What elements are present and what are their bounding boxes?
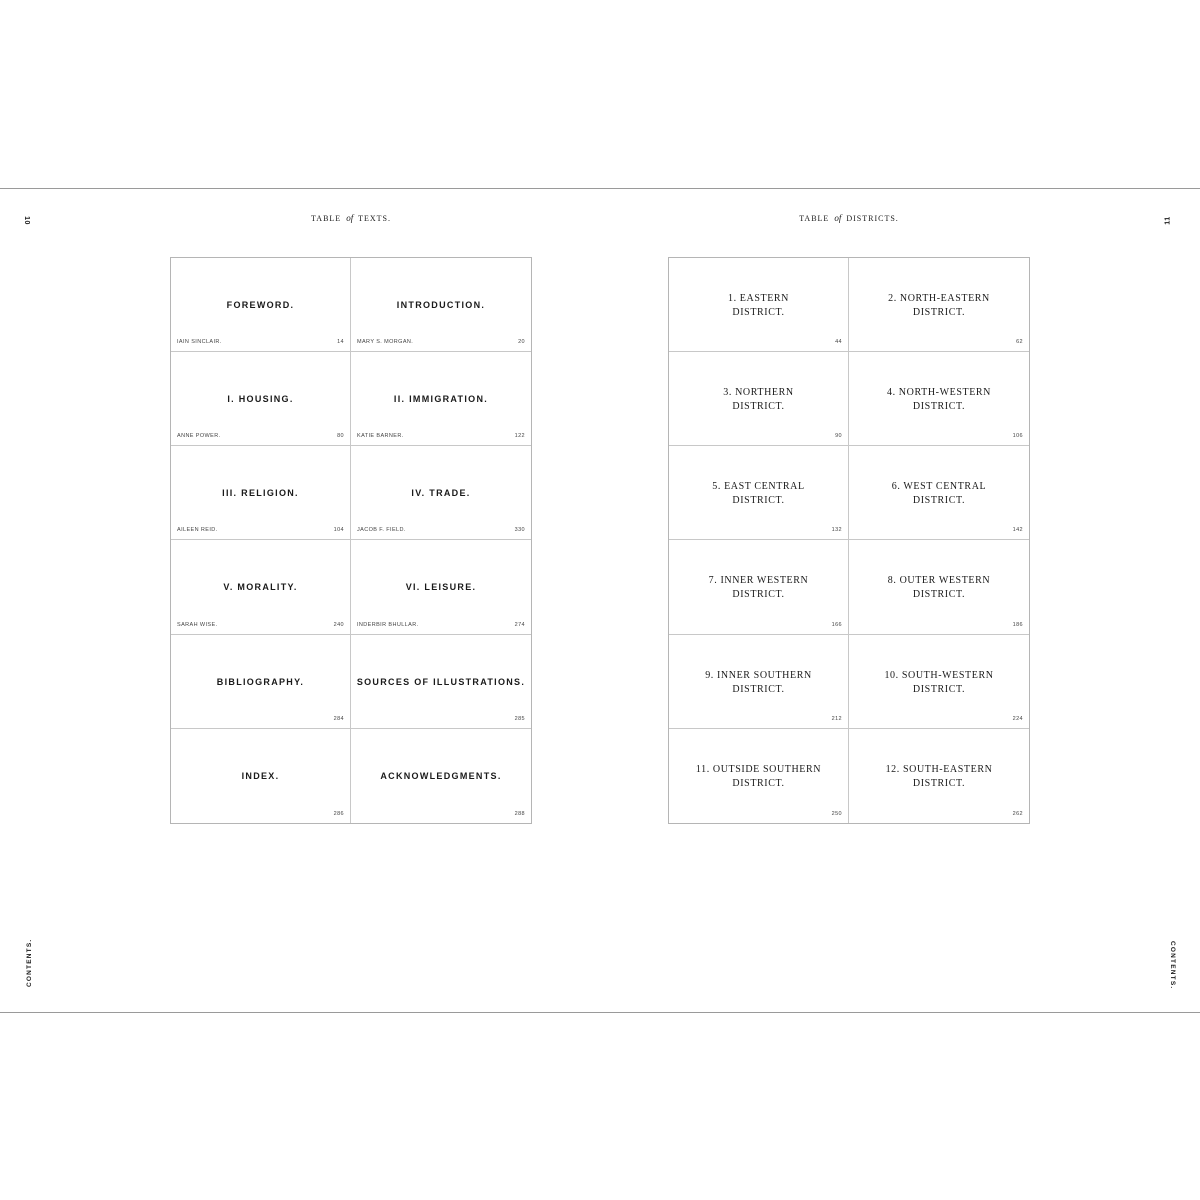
- district-entry-page: 62: [1016, 339, 1023, 346]
- district-entry-cell[interactable]: [669, 446, 849, 540]
- district-entry-name: 11. OUTSIDE SOUTHERN: [695, 763, 822, 775]
- text-entry-title: II. IMMIGRATION.: [393, 394, 489, 405]
- district-entry-name: 1. EASTERN: [728, 293, 789, 304]
- district-entry-title: [857, 480, 1021, 508]
- text-entry-title: INDEX.: [241, 770, 280, 781]
- district-entry-suffix: DISTRICT.: [732, 307, 785, 318]
- district-entry-title: [857, 386, 1021, 414]
- text-entry-cell[interactable]: [171, 258, 351, 352]
- district-entry-title: [857, 763, 1021, 791]
- text-entry-title: ACKNOWLEDGMENTS.: [380, 770, 502, 781]
- text-entry-title: VI. LEISURE.: [405, 582, 477, 593]
- district-entry-cell[interactable]: [849, 729, 1029, 823]
- district-entry-cell[interactable]: [849, 352, 1029, 446]
- district-entry-cell[interactable]: [849, 258, 1029, 352]
- right-title-word-of: of: [834, 213, 842, 223]
- district-entry-name: 8. OUTER WESTERN: [887, 575, 991, 587]
- text-entry-title: I. HOUSING.: [227, 394, 294, 405]
- text-entry-cell[interactable]: [171, 729, 351, 823]
- district-entry-name: 4. NORTH-WESTERN: [887, 387, 991, 399]
- text-entry-author: IAIN SINCLAIR.: [177, 339, 222, 346]
- text-entry-author: MARY S. MORGAN.: [357, 339, 414, 346]
- text-entry-cell[interactable]: [351, 635, 531, 729]
- district-entry-cell[interactable]: [669, 729, 849, 823]
- left-running-title: [251, 213, 451, 223]
- text-entry-author: AILEEN REID.: [177, 527, 218, 534]
- text-entry-page: 285: [514, 715, 525, 722]
- text-entry-title: BIBLIOGRAPHY.: [216, 676, 305, 687]
- district-entry-title: [857, 669, 1021, 697]
- district-entry-title: [677, 574, 840, 602]
- text-entry-cell[interactable]: [351, 258, 531, 352]
- district-entry-cell[interactable]: [849, 540, 1029, 634]
- district-entry-page: 44: [835, 339, 842, 346]
- district-entry-page: 90: [835, 433, 842, 440]
- right-title-word-districts: DISTRICTS.: [846, 214, 899, 223]
- text-entry-author: ANNE POWER.: [177, 433, 221, 440]
- district-entry-name: 12. SOUTH-EASTERN: [885, 763, 993, 775]
- district-entry-suffix: DISTRICT.: [912, 777, 966, 789]
- district-entry-page: 132: [831, 527, 842, 534]
- text-entry-cell[interactable]: [351, 446, 531, 540]
- text-entry-title: FOREWORD.: [226, 300, 295, 310]
- district-entry-suffix: DISTRICT.: [912, 495, 966, 507]
- left-title-word-table: TABLE: [311, 214, 342, 223]
- district-entry-page: 250: [831, 810, 842, 817]
- district-entry-title: [857, 574, 1021, 602]
- district-entry-page: 166: [831, 621, 842, 628]
- district-entry-cell[interactable]: [849, 635, 1029, 729]
- text-entry-title: IV. TRADE.: [411, 488, 471, 499]
- district-entry-name: 5. EAST CENTRAL: [712, 481, 805, 493]
- right-page-number: 11: [1164, 216, 1172, 225]
- district-entry-suffix: DISTRICT.: [732, 589, 785, 601]
- district-entry-cell[interactable]: [669, 540, 849, 634]
- text-entry-cell[interactable]: [351, 540, 531, 634]
- text-entry-page: 284: [333, 715, 344, 722]
- text-entry-author: INDERBIR BHULLAR.: [357, 621, 419, 628]
- district-entry-suffix: DISTRICT.: [732, 683, 785, 695]
- district-entry-page: 262: [1012, 810, 1023, 817]
- text-entry-author: KATIE BARNER.: [357, 433, 404, 440]
- text-entry-title: INTRODUCTION.: [396, 300, 486, 310]
- text-entry-page: 80: [337, 433, 344, 440]
- text-entry-cell[interactable]: [351, 352, 531, 446]
- district-entry-title: [677, 480, 840, 508]
- table-of-districts-grid: [668, 257, 1030, 824]
- district-entry-name: 2. NORTH-EASTERN: [888, 293, 990, 304]
- district-entry-cell[interactable]: [669, 635, 849, 729]
- text-entry-cell[interactable]: [171, 635, 351, 729]
- text-entry-page: 286: [333, 810, 344, 817]
- district-entry-suffix: DISTRICT.: [912, 683, 966, 695]
- district-entry-page: 212: [831, 715, 842, 722]
- right-side-label: CONTENTS.: [1169, 941, 1176, 990]
- district-entry-cell[interactable]: [849, 446, 1029, 540]
- text-entry-title: III. RELIGION.: [222, 488, 299, 499]
- left-title-word-of: of: [346, 213, 354, 223]
- district-entry-name: 3. NORTHERN: [723, 387, 794, 399]
- district-entry-name: 10. SOUTH-WESTERN: [884, 669, 994, 681]
- text-entry-cell[interactable]: [171, 352, 351, 446]
- text-entry-page: 274: [514, 621, 525, 628]
- district-entry-suffix: DISTRICT.: [732, 495, 785, 507]
- text-entry-cell[interactable]: [171, 446, 351, 540]
- district-entry-cell[interactable]: [669, 258, 849, 352]
- table-of-texts-grid: [170, 257, 532, 824]
- district-entry-name: 6. WEST CENTRAL: [891, 481, 987, 493]
- text-entry-cell[interactable]: [351, 729, 531, 823]
- text-entry-page: 14: [337, 339, 344, 346]
- district-entry-suffix: DISTRICT.: [912, 401, 966, 413]
- district-entry-title: [857, 292, 1021, 320]
- district-entry-suffix: DISTRICT.: [732, 401, 785, 413]
- right-running-title: [749, 213, 949, 223]
- text-entry-title: V. MORALITY.: [223, 582, 298, 593]
- district-entry-page: 224: [1012, 715, 1023, 722]
- text-entry-page: 20: [518, 339, 525, 346]
- text-entry-title: SOURCES OF ILLUSTRATIONS.: [356, 676, 526, 687]
- left-side-label: CONTENTS.: [26, 938, 33, 987]
- district-entry-suffix: DISTRICT.: [912, 307, 966, 318]
- right-title-word-table: TABLE: [799, 214, 830, 223]
- district-entry-title: [677, 292, 840, 320]
- district-entry-title: [677, 386, 840, 414]
- district-entry-page: 142: [1012, 527, 1023, 534]
- district-entry-title: [677, 669, 840, 697]
- text-entry-page: 104: [333, 527, 344, 534]
- district-entry-suffix: DISTRICT.: [732, 777, 785, 789]
- district-entry-name: 9. INNER SOUTHERN: [705, 669, 812, 681]
- text-entry-page: 330: [514, 527, 525, 534]
- district-entry-suffix: DISTRICT.: [912, 589, 966, 601]
- book-spread: [0, 188, 1200, 1013]
- text-entry-author: SARAH WISE.: [177, 621, 218, 628]
- left-page-number: 10: [22, 216, 30, 225]
- text-entry-author: JACOB F. FIELD.: [357, 527, 406, 534]
- district-entry-title: [677, 763, 840, 791]
- district-entry-name: 7. INNER WESTERN: [708, 575, 809, 587]
- left-title-word-texts: TEXTS.: [358, 214, 391, 223]
- text-entry-page: 240: [333, 621, 344, 628]
- text-entry-cell[interactable]: [171, 540, 351, 634]
- text-entry-page: 288: [514, 810, 525, 817]
- district-entry-page: 106: [1012, 433, 1023, 440]
- text-entry-page: 122: [514, 433, 525, 440]
- district-entry-page: 186: [1012, 621, 1023, 628]
- district-entry-cell[interactable]: [669, 352, 849, 446]
